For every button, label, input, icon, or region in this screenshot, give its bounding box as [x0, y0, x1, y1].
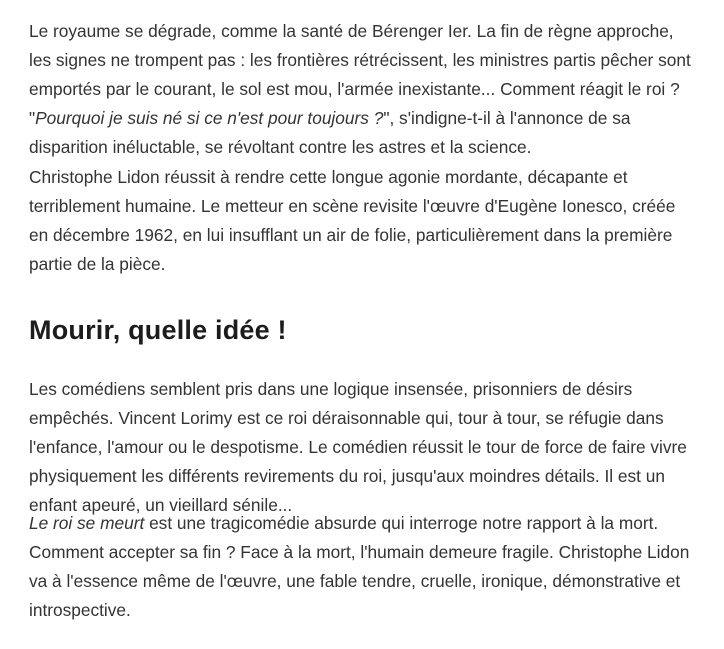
play-title-italic: Le roi se meurt	[29, 513, 145, 533]
paragraph-intro-text-after: ", s'indigne-t-il à l'annonce de sa disparition inéluctable, se révoltant contre les astres et la science.	[29, 108, 631, 157]
paragraph-director: Christophe Lidon réussit à rendre cette longue agonie mordante, décapante et terriblement humaine. Le metteur en scène revisite l'œuvre d'Eugène Ionesco, créée en décembre 1962, en lui insufflant un air de folie, particulièrement dans la première partie de la pièce.	[29, 167, 676, 274]
quote-italic: Pourquoi je suis né si ce n'est pour toujours ?	[35, 108, 384, 128]
section-heading: Mourir, quelle idée !	[29, 315, 287, 345]
paragraph-actors: Les comédiens semblent pris dans une logique insensée, prisonniers de désirs empêchés. Vincent Lorimy est ce roi déraisonnable qui, tour à tour, se réfugie dans l'enfance, l'amour ou le despotisme. Le comédien réussit le tour de force de faire vivre physiquement les différents revirements du roi, jusqu'aux moindres détails. Il est un enfant apeuré, un vieillard sénile...	[29, 379, 687, 515]
paragraph-conclusion	[29, 509, 697, 625]
paragraph-conclusion-text: est une tragicomédie absurde qui interroge notre rapport à la mort. Comment accepter sa fin ? Face à la mort, l'humain demeure fragile. Christophe Lidon va à l'essence même de l'œuvre, une fable tendre, cruelle, ironique, démonstrative et introspective.	[29, 513, 690, 620]
paragraph-intro-text-before: Le royaume se dégrade, comme la santé de Bérenger Ier. La fin de règne approche, les signes ne trompent pas : les frontières rétrécissent, les ministres partis pêcher sont emportés par le courant, le sol est mou, l'armée inexistante... Comment réagit le roi ? "	[29, 21, 691, 128]
paragraph-intro	[29, 17, 697, 162]
